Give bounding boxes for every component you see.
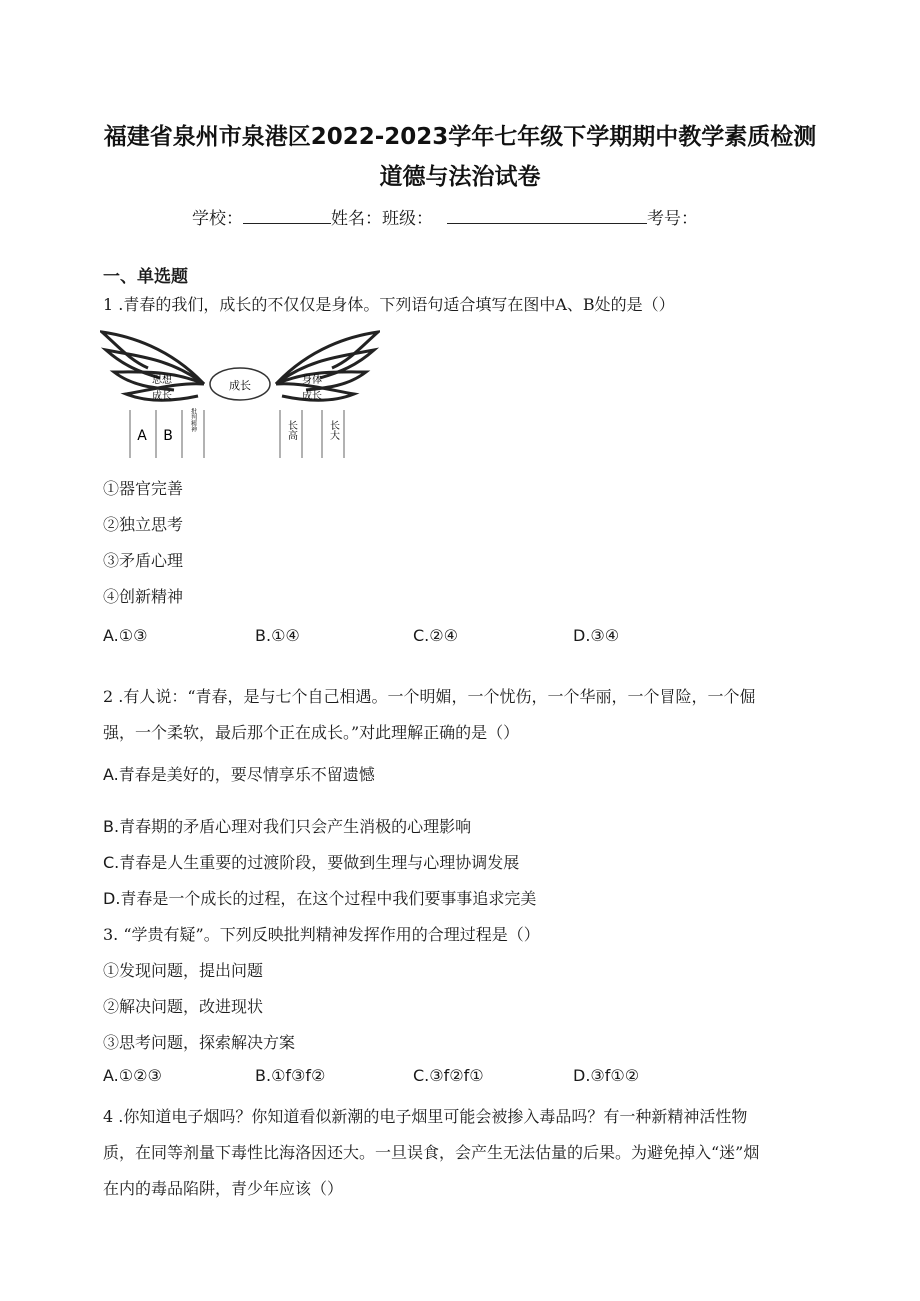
q2-option-c[interactable]: C.青春是人生重要的过渡阶段，要做到生理与心理协调发展: [103, 853, 520, 872]
school-blank[interactable]: [243, 207, 331, 224]
q1-option-c[interactable]: C.②④: [413, 626, 458, 645]
right-col1-label: 长高: [285, 420, 297, 440]
right-wing-icon: [276, 332, 378, 400]
right-title-1: 身体: [302, 375, 322, 386]
growth-wings-figure: [100, 328, 380, 460]
left-title-1: 思想: [152, 375, 172, 386]
class-blank[interactable]: [447, 207, 647, 224]
class-label: 班级：: [382, 209, 433, 229]
q3-option-d[interactable]: D.③f①②: [573, 1066, 640, 1085]
q1-option-a[interactable]: A.①③: [103, 626, 148, 645]
q3-item-3: ③思考问题，探索解决方案: [103, 1033, 296, 1052]
right-title-2: 成长: [302, 391, 322, 402]
q1-option-b[interactable]: B.①④: [255, 626, 300, 645]
q1-option-d[interactable]: D.③④: [573, 626, 620, 645]
q1-item-2: ②独立思考: [103, 515, 184, 534]
left-title-2: 成长: [152, 391, 172, 402]
q2-option-a[interactable]: A.青春是美好的，要尽情享乐不留遗憾: [103, 765, 375, 784]
question-2-stem-line2: 强，一个柔软，最后那个正在成长。”对此理解正确的是（）: [103, 723, 520, 742]
question-3-stem: 3. “学贵有疑”。下列反映批判精神发挥作用的合理过程是（）: [103, 925, 540, 944]
q3-item-2: ②解决问题，改进现状: [103, 997, 264, 1016]
school-label: 学校：: [192, 209, 243, 229]
section-heading-single-choice: 一、单选题: [103, 267, 188, 287]
student-info-row: [0, 204, 920, 229]
question-2-stem-line1: 2 .有人说：“青春，是与七个自己相遇。一个明媚，一个忧伤，一个华丽，一个冒险，一个倔: [103, 687, 756, 706]
question-4-stem-line1: 4 .你知道电子烟吗？你知道看似新潮的电子烟里可能会被掺入毒品吗？有一种新精神活性物: [103, 1107, 748, 1126]
q3-item-1: ①发现问题，提出问题: [103, 961, 264, 980]
q1-item-4: ④创新精神: [103, 587, 184, 606]
question-4-stem-line2: 质，在同等剂量下毒性比海洛因还大。一旦误食，会产生无法估量的后果。为避免掉入“迷”烟: [103, 1143, 760, 1162]
exam-title-line2: 道德与法治试卷: [379, 164, 541, 190]
q3-option-a[interactable]: A.①②③: [103, 1066, 162, 1085]
exam-title-line1: 福建省泉州市泉港区2022-2023学年七年级下学期期中教学素质检测: [103, 124, 817, 150]
q3-option-c[interactable]: C.③f②f①: [413, 1066, 484, 1085]
q3-option-b[interactable]: B.①f③f②: [255, 1066, 326, 1085]
slot-a-label: A: [137, 428, 147, 444]
q2-option-d[interactable]: D.青春是一个成长的过程，在这个过程中我们要事事追求完美: [103, 889, 537, 908]
q1-item-3: ③矛盾心理: [103, 551, 184, 570]
q2-option-b[interactable]: B.青春期的矛盾心理对我们只会产生消极的心理影响: [103, 817, 472, 836]
center-label: 成长: [229, 379, 251, 392]
exam-no-label: 考号：: [647, 209, 698, 229]
left-col-label: 批判精神: [189, 408, 197, 432]
question-1-stem: 1 .青春的我们，成长的不仅仅是身体。下列语句适合填写在图中A、B处的是（）: [103, 295, 675, 314]
slot-b-label: B: [163, 428, 173, 444]
right-col2-label: 长大: [327, 420, 339, 440]
q1-item-1: ①器官完善: [103, 479, 184, 498]
question-4-stem-line3: 在内的毒品陷阱，青少年应该（）: [103, 1179, 344, 1198]
name-label: 姓名：: [331, 209, 382, 229]
